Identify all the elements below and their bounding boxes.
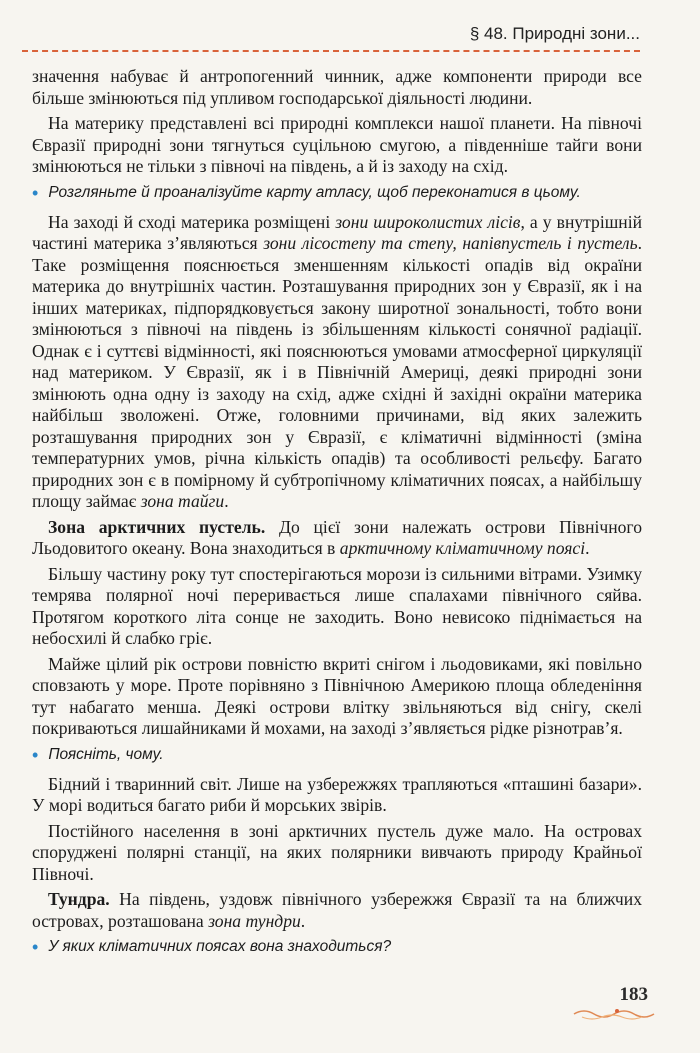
term: арктичному кліматичному поясі <box>339 538 586 558</box>
task-text: У яких кліматичних поясах вона знаходиться? <box>48 938 392 955</box>
text: На заході й сході материка розміщені <box>48 211 336 232</box>
page-body <box>32 66 642 966</box>
paragraph: Постійного населення в зоні арктичних пустель дуже мало. На островах споруджені полярні станції, на яких полярники вивчають природу Крайньої Півночі. <box>32 820 642 884</box>
task-text: Розгляньте й проаналізуйте карту атласу, щоб переконатися в цьому. <box>48 183 581 201</box>
section-title: § 48. Природні зони... <box>469 24 640 43</box>
text: . Таке розміщення пояснюється зменшенням кількості опадів від окраїни материка до внутрішніх частин. Розташування природних зон у Євразії, як і на інших материках, підпорядковується закону широтної зональності, тобто вони змінюються з півночі на південь із збільшенням кількості сонячної радіації. Однак є і суттєві відмінності, які пояснюються умовами атмосферної циркуляції над материком. У Євразії, як і в Північній Америці, деякі природні зони змінюють одна одну із заходу на схід, адже східні й західні окраїни материка найбільш зволожені. Отже, головними причинами, від яких залежить розташування природних зон у Євразії, є кліматичні відмінності (зміна температурних умов, річна кількість опадів) та особливості рельєфу. Багато природних зон є в помірному й субтропічному кліматичних поясах, а найбільшу площу займає <box>32 233 642 511</box>
term: зони лісостепу та степу, напівпустель і пустель <box>263 233 638 253</box>
paragraph: Більшу частину року тут спостерігаються морози із сильними вітрами. Узимку темрява полярної ночі переривається лише спалахами північного сяйва. Протягом короткого літа сонце не заходить. Воно невисоко піднімається на небосхилі й слабко гріє. <box>32 563 642 648</box>
term: зона тундри <box>208 910 301 931</box>
task-item <box>32 744 642 766</box>
paragraph: На материку представлені всі природні комплекси нашої планети. На півночі Євразії природні зони тягнуться суцільною смугою, а південніше тайги вони змінюються не тільки з півночі на південь, а й із заходу на схід. <box>32 113 642 176</box>
subheading: Тундра. <box>48 889 110 909</box>
text: До цієї зони належать острови Північного Льодовитого океану. Вона знаходиться в <box>32 516 643 558</box>
term: зона тайги <box>140 491 225 511</box>
paragraph <box>32 517 642 560</box>
text: . <box>300 910 306 931</box>
bullet-icon: • <box>32 182 39 203</box>
paragraph: Бідний і тваринний світ. Лише на узбережжях трапляються «пташині базари». У морі водиться багато риби й морських звірів. <box>32 773 642 815</box>
paragraph-continuation: значення набуває й антропогенний чинник, адже компоненти природи все більше змінюються під упливом господарської діяльності людини. <box>32 66 642 108</box>
task-item <box>32 936 642 958</box>
bullet-icon: • <box>32 937 39 957</box>
task-item <box>32 182 642 204</box>
text: На південь, уздовж північного узбережжя Євразії та на ближчих островах, розташована <box>32 889 642 931</box>
text: . <box>224 491 229 511</box>
subheading: Зона арктичних пустель. <box>48 516 266 537</box>
paragraph <box>32 889 642 932</box>
page-number: 183 <box>619 984 648 1005</box>
paragraph: Майже цілий рік острови повністю вкриті снігом і льодовиками, які повільно сповзають у море. Проте порівняно з Північною Америкою площа обледеніння тут набагато менша. Деякі острови влітку звільняються від снігу, скелі покриваються лишайниками й мохами, на заході з’являється рідке різнотрав’я. <box>32 653 642 738</box>
bullet-icon: • <box>32 744 39 765</box>
ornament-icon <box>572 1006 662 1022</box>
text: , а у внутрішній частині материка з’являються <box>32 211 643 253</box>
paragraph <box>32 212 642 513</box>
page-header <box>22 22 640 52</box>
task-text: Поясніть, чому. <box>48 745 164 763</box>
text: . <box>585 538 590 558</box>
term: зони широколистих лісів <box>335 211 521 232</box>
